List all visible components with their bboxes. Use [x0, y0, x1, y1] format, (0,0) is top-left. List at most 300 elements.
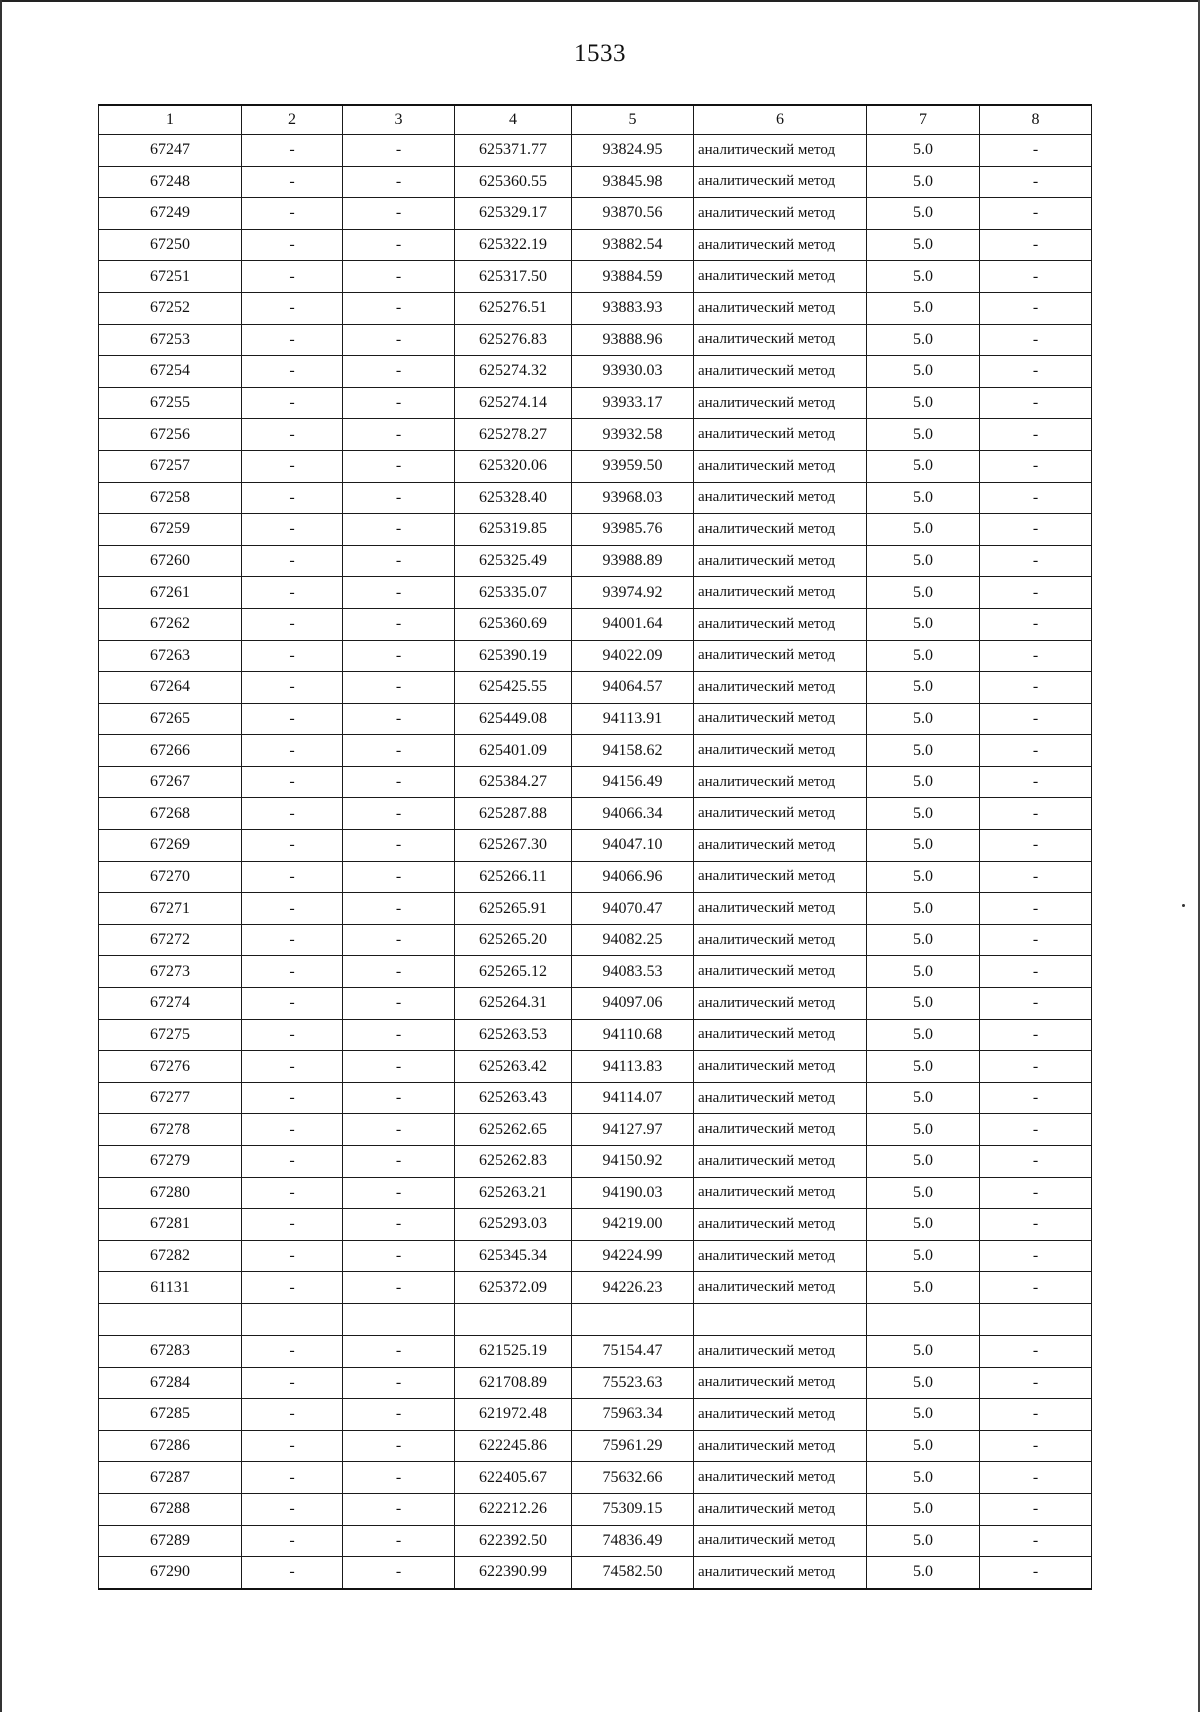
table-row: [99, 229, 1092, 261]
col3-value: -: [343, 798, 455, 830]
y-coordinate: 94219.00: [572, 1209, 694, 1241]
col2-value: -: [242, 419, 343, 451]
x-coordinate: 625278.27: [455, 419, 572, 451]
method: аналитический метод: [694, 640, 867, 672]
y-coordinate: 75309.15: [572, 1493, 694, 1525]
col8-value: -: [980, 893, 1092, 925]
accuracy: 5.0: [867, 988, 980, 1020]
col2-value: -: [242, 229, 343, 261]
point-number: 67288: [99, 1493, 242, 1525]
col8-value: -: [980, 1082, 1092, 1114]
point-number: 67253: [99, 324, 242, 356]
col3-value: -: [343, 1493, 455, 1525]
col2-value: -: [242, 1272, 343, 1304]
accuracy: 5.0: [867, 1557, 980, 1589]
x-coordinate: 625360.69: [455, 608, 572, 640]
col2-value: -: [242, 703, 343, 735]
point-number: 67266: [99, 735, 242, 767]
x-coordinate: 625265.12: [455, 956, 572, 988]
col3-value: -: [343, 1051, 455, 1083]
y-coordinate: 94097.06: [572, 988, 694, 1020]
blank-row: [99, 1303, 1092, 1335]
point-number: 67265: [99, 703, 242, 735]
col2-value: -: [242, 861, 343, 893]
method: аналитический метод: [694, 1082, 867, 1114]
x-coordinate: 625263.42: [455, 1051, 572, 1083]
table-row: [99, 1114, 1092, 1146]
accuracy: 5.0: [867, 1114, 980, 1146]
x-coordinate: 625262.83: [455, 1146, 572, 1178]
method: аналитический метод: [694, 924, 867, 956]
x-coordinate: 625325.49: [455, 545, 572, 577]
table-row: [99, 482, 1092, 514]
column-header-7: 7: [867, 105, 980, 135]
y-coordinate: 93968.03: [572, 482, 694, 514]
col8-value: -: [980, 1209, 1092, 1241]
method: аналитический метод: [694, 135, 867, 167]
col3-value: -: [343, 514, 455, 546]
table-row: [99, 324, 1092, 356]
x-coordinate: 625320.06: [455, 450, 572, 482]
column-header-1: 1: [99, 105, 242, 135]
point-number: 61131: [99, 1272, 242, 1304]
col2-value: -: [242, 577, 343, 609]
x-coordinate: 625276.51: [455, 292, 572, 324]
y-coordinate: 94110.68: [572, 1019, 694, 1051]
table-row: [99, 1240, 1092, 1272]
col2-value: -: [242, 1082, 343, 1114]
table-row: [99, 1177, 1092, 1209]
col8-value: -: [980, 514, 1092, 546]
col2-value: -: [242, 956, 343, 988]
accuracy: 5.0: [867, 1462, 980, 1494]
table-row: [99, 766, 1092, 798]
header-row: [99, 105, 1092, 135]
accuracy: 5.0: [867, 956, 980, 988]
x-coordinate: 622245.86: [455, 1430, 572, 1462]
point-number: 67274: [99, 988, 242, 1020]
method: аналитический метод: [694, 229, 867, 261]
x-coordinate: 625360.55: [455, 166, 572, 198]
table-header: [99, 105, 1092, 135]
table-row: [99, 1430, 1092, 1462]
col8-value: -: [980, 956, 1092, 988]
y-coordinate: 93883.93: [572, 292, 694, 324]
table-row: [99, 1019, 1092, 1051]
col3-value: -: [343, 672, 455, 704]
col8-value: -: [980, 198, 1092, 230]
col8-value: -: [980, 703, 1092, 735]
x-coordinate: 625345.34: [455, 1240, 572, 1272]
point-number: 67251: [99, 261, 242, 293]
accuracy: 5.0: [867, 577, 980, 609]
x-coordinate: 621972.48: [455, 1399, 572, 1431]
table-row: [99, 1335, 1092, 1367]
point-number: 67259: [99, 514, 242, 546]
x-coordinate: 625317.50: [455, 261, 572, 293]
col2-value: -: [242, 387, 343, 419]
col8-value: -: [980, 1493, 1092, 1525]
x-coordinate: 625265.91: [455, 893, 572, 925]
point-number: 67268: [99, 798, 242, 830]
accuracy: 5.0: [867, 135, 980, 167]
point-number: 67290: [99, 1557, 242, 1589]
col2-value: -: [242, 1493, 343, 1525]
table-row: [99, 830, 1092, 862]
method: аналитический метод: [694, 608, 867, 640]
col3-value: -: [343, 324, 455, 356]
table-row: [99, 798, 1092, 830]
accuracy: 5.0: [867, 640, 980, 672]
col8-value: -: [980, 387, 1092, 419]
col3-value: -: [343, 1019, 455, 1051]
accuracy: 5.0: [867, 1146, 980, 1178]
col3-value: -: [343, 1430, 455, 1462]
point-number: 67260: [99, 545, 242, 577]
col2-value: -: [242, 1399, 343, 1431]
col3-value: -: [343, 988, 455, 1020]
table-row: [99, 1557, 1092, 1589]
col8-value: -: [980, 672, 1092, 704]
point-number: 67273: [99, 956, 242, 988]
point-number: 67284: [99, 1367, 242, 1399]
x-coordinate: 622405.67: [455, 1462, 572, 1494]
accuracy: 5.0: [867, 1082, 980, 1114]
col3-value: -: [343, 703, 455, 735]
table-row: [99, 1272, 1092, 1304]
accuracy: 5.0: [867, 798, 980, 830]
col3-value: -: [343, 735, 455, 767]
y-coordinate: 94113.91: [572, 703, 694, 735]
col8-value: -: [980, 1462, 1092, 1494]
y-coordinate: 94047.10: [572, 830, 694, 862]
y-coordinate: 93870.56: [572, 198, 694, 230]
y-coordinate: 94070.47: [572, 893, 694, 925]
col3-value: -: [343, 419, 455, 451]
col3-value: -: [343, 198, 455, 230]
y-coordinate: 93888.96: [572, 324, 694, 356]
table-row: [99, 1209, 1092, 1241]
method: аналитический метод: [694, 1557, 867, 1589]
col2-value: -: [242, 1367, 343, 1399]
col2-value: -: [242, 988, 343, 1020]
y-coordinate: 94226.23: [572, 1272, 694, 1304]
accuracy: 5.0: [867, 1493, 980, 1525]
y-coordinate: 94001.64: [572, 608, 694, 640]
table-row: [99, 956, 1092, 988]
x-coordinate: 622390.99: [455, 1557, 572, 1589]
accuracy: 5.0: [867, 1335, 980, 1367]
col8-value: -: [980, 1019, 1092, 1051]
col3-value: -: [343, 1177, 455, 1209]
col3-value: -: [343, 1240, 455, 1272]
col3-value: -: [343, 830, 455, 862]
col3-value: -: [343, 1209, 455, 1241]
table-row: [99, 1082, 1092, 1114]
col3-value: -: [343, 1146, 455, 1178]
y-coordinate: 93882.54: [572, 229, 694, 261]
method: аналитический метод: [694, 1335, 867, 1367]
col8-value: -: [980, 1335, 1092, 1367]
x-coordinate: 625371.77: [455, 135, 572, 167]
col8-value: -: [980, 735, 1092, 767]
col8-value: -: [980, 1399, 1092, 1431]
col3-value: -: [343, 1082, 455, 1114]
col8-value: -: [980, 1525, 1092, 1557]
point-number: 67278: [99, 1114, 242, 1146]
table-row: [99, 514, 1092, 546]
y-coordinate: 93933.17: [572, 387, 694, 419]
point-number: 67271: [99, 893, 242, 925]
col2-value: -: [242, 514, 343, 546]
col3-value: -: [343, 924, 455, 956]
col2-value: -: [242, 1430, 343, 1462]
point-number: 67252: [99, 292, 242, 324]
col8-value: -: [980, 1272, 1092, 1304]
x-coordinate: 625267.30: [455, 830, 572, 862]
col3-value: -: [343, 1399, 455, 1431]
accuracy: 5.0: [867, 830, 980, 862]
y-coordinate: 93988.89: [572, 545, 694, 577]
point-number: 67286: [99, 1430, 242, 1462]
y-coordinate: 93932.58: [572, 419, 694, 451]
table-row: [99, 261, 1092, 293]
col8-value: -: [980, 830, 1092, 862]
y-coordinate: 93884.59: [572, 261, 694, 293]
column-header-3: 3: [343, 105, 455, 135]
point-number: 67248: [99, 166, 242, 198]
col2-value: -: [242, 482, 343, 514]
method: аналитический метод: [694, 1177, 867, 1209]
table-row: [99, 1367, 1092, 1399]
col2-value: -: [242, 166, 343, 198]
column-header-6: 6: [694, 105, 867, 135]
table-row: [99, 1525, 1092, 1557]
point-number: 67263: [99, 640, 242, 672]
accuracy: 5.0: [867, 924, 980, 956]
col2-value: -: [242, 640, 343, 672]
col2-value: -: [242, 198, 343, 230]
method: аналитический метод: [694, 1114, 867, 1146]
col2-value: -: [242, 1114, 343, 1146]
col3-value: -: [343, 1462, 455, 1494]
column-header-5: 5: [572, 105, 694, 135]
method: аналитический метод: [694, 261, 867, 293]
y-coordinate: 93845.98: [572, 166, 694, 198]
point-number: 67262: [99, 608, 242, 640]
point-number: 67272: [99, 924, 242, 956]
col2-value: -: [242, 292, 343, 324]
y-coordinate: 94022.09: [572, 640, 694, 672]
col2-value: -: [242, 1146, 343, 1178]
accuracy: 5.0: [867, 1430, 980, 1462]
method: аналитический метод: [694, 419, 867, 451]
x-coordinate: 625319.85: [455, 514, 572, 546]
accuracy: 5.0: [867, 1399, 980, 1431]
method: аналитический метод: [694, 1525, 867, 1557]
col3-value: -: [343, 608, 455, 640]
point-number: 67281: [99, 1209, 242, 1241]
point-number: 67250: [99, 229, 242, 261]
col2-value: -: [242, 893, 343, 925]
point-number: 67282: [99, 1240, 242, 1272]
accuracy: 5.0: [867, 1367, 980, 1399]
point-number: 67249: [99, 198, 242, 230]
table-row: [99, 135, 1092, 167]
col8-value: -: [980, 640, 1092, 672]
col8-value: -: [980, 482, 1092, 514]
col3-value: -: [343, 861, 455, 893]
col3-value: -: [343, 261, 455, 293]
accuracy: 5.0: [867, 861, 980, 893]
method: аналитический метод: [694, 198, 867, 230]
y-coordinate: 94113.83: [572, 1051, 694, 1083]
point-number: 67280: [99, 1177, 242, 1209]
table-row: [99, 419, 1092, 451]
point-number: 67285: [99, 1399, 242, 1431]
y-coordinate: 75961.29: [572, 1430, 694, 1462]
method: аналитический метод: [694, 1462, 867, 1494]
col8-value: -: [980, 1240, 1092, 1272]
method: аналитический метод: [694, 1146, 867, 1178]
col8-value: -: [980, 166, 1092, 198]
x-coordinate: 625401.09: [455, 735, 572, 767]
point-number: 67267: [99, 766, 242, 798]
y-coordinate: 94150.92: [572, 1146, 694, 1178]
x-coordinate: 625265.20: [455, 924, 572, 956]
accuracy: 5.0: [867, 608, 980, 640]
method: аналитический метод: [694, 514, 867, 546]
col3-value: -: [343, 1272, 455, 1304]
x-coordinate: 622212.26: [455, 1493, 572, 1525]
table-row: [99, 577, 1092, 609]
col2-value: -: [242, 545, 343, 577]
method: аналитический метод: [694, 1209, 867, 1241]
accuracy: 5.0: [867, 1209, 980, 1241]
y-coordinate: 74582.50: [572, 1557, 694, 1589]
col8-value: -: [980, 1114, 1092, 1146]
accuracy: 5.0: [867, 735, 980, 767]
table-group-1: [99, 135, 1092, 1304]
col2-value: -: [242, 1525, 343, 1557]
col3-value: -: [343, 545, 455, 577]
col8-value: -: [980, 577, 1092, 609]
col2-value: -: [242, 356, 343, 388]
col8-value: -: [980, 545, 1092, 577]
table-row: [99, 1493, 1092, 1525]
col8-value: -: [980, 450, 1092, 482]
point-number: 67276: [99, 1051, 242, 1083]
col3-value: -: [343, 229, 455, 261]
accuracy: 5.0: [867, 482, 980, 514]
col8-value: -: [980, 229, 1092, 261]
col2-value: -: [242, 1462, 343, 1494]
x-coordinate: 625263.43: [455, 1082, 572, 1114]
y-coordinate: 75523.63: [572, 1367, 694, 1399]
table-row: [99, 1146, 1092, 1178]
x-coordinate: 625264.31: [455, 988, 572, 1020]
x-coordinate: 625274.32: [455, 356, 572, 388]
table-row: [99, 608, 1092, 640]
col3-value: -: [343, 640, 455, 672]
col3-value: -: [343, 893, 455, 925]
table-group-2: [99, 1335, 1092, 1588]
method: аналитический метод: [694, 672, 867, 704]
method: аналитический метод: [694, 735, 867, 767]
col3-value: -: [343, 292, 455, 324]
y-coordinate: 75154.47: [572, 1335, 694, 1367]
point-number: 67275: [99, 1019, 242, 1051]
x-coordinate: 625372.09: [455, 1272, 572, 1304]
method: аналитический метод: [694, 166, 867, 198]
accuracy: 5.0: [867, 1272, 980, 1304]
table-row: [99, 924, 1092, 956]
point-number: 67247: [99, 135, 242, 167]
point-number: 67255: [99, 387, 242, 419]
col8-value: -: [980, 1177, 1092, 1209]
table-row: [99, 861, 1092, 893]
accuracy: 5.0: [867, 292, 980, 324]
table-row: [99, 545, 1092, 577]
col8-value: -: [980, 292, 1092, 324]
x-coordinate: 625335.07: [455, 577, 572, 609]
col8-value: -: [980, 1051, 1092, 1083]
method: аналитический метод: [694, 798, 867, 830]
x-coordinate: 625276.83: [455, 324, 572, 356]
col2-value: -: [242, 324, 343, 356]
table-row: [99, 735, 1092, 767]
method: аналитический метод: [694, 893, 867, 925]
col8-value: -: [980, 356, 1092, 388]
accuracy: 5.0: [867, 387, 980, 419]
x-coordinate: 625262.65: [455, 1114, 572, 1146]
x-coordinate: 621525.19: [455, 1335, 572, 1367]
y-coordinate: 94190.03: [572, 1177, 694, 1209]
x-coordinate: 625329.17: [455, 198, 572, 230]
col3-value: -: [343, 1367, 455, 1399]
table-row: [99, 893, 1092, 925]
method: аналитический метод: [694, 324, 867, 356]
x-coordinate: 625449.08: [455, 703, 572, 735]
y-coordinate: 93974.92: [572, 577, 694, 609]
y-coordinate: 94066.96: [572, 861, 694, 893]
col8-value: -: [980, 261, 1092, 293]
y-coordinate: 74836.49: [572, 1525, 694, 1557]
table-row: [99, 356, 1092, 388]
col2-value: -: [242, 1557, 343, 1589]
method: аналитический метод: [694, 1272, 867, 1304]
table-row: [99, 1051, 1092, 1083]
table-row: [99, 387, 1092, 419]
point-number: 67277: [99, 1082, 242, 1114]
y-coordinate: 94082.25: [572, 924, 694, 956]
accuracy: 5.0: [867, 324, 980, 356]
method: аналитический метод: [694, 577, 867, 609]
point-number: 67269: [99, 830, 242, 862]
x-coordinate: 625263.53: [455, 1019, 572, 1051]
y-coordinate: 75632.66: [572, 1462, 694, 1494]
y-coordinate: 93930.03: [572, 356, 694, 388]
column-header-4: 4: [455, 105, 572, 135]
method: аналитический метод: [694, 766, 867, 798]
y-coordinate: 93824.95: [572, 135, 694, 167]
accuracy: 5.0: [867, 450, 980, 482]
col2-value: -: [242, 450, 343, 482]
accuracy: 5.0: [867, 1051, 980, 1083]
point-number: 67256: [99, 419, 242, 451]
point-number: 67257: [99, 450, 242, 482]
x-coordinate: 625293.03: [455, 1209, 572, 1241]
